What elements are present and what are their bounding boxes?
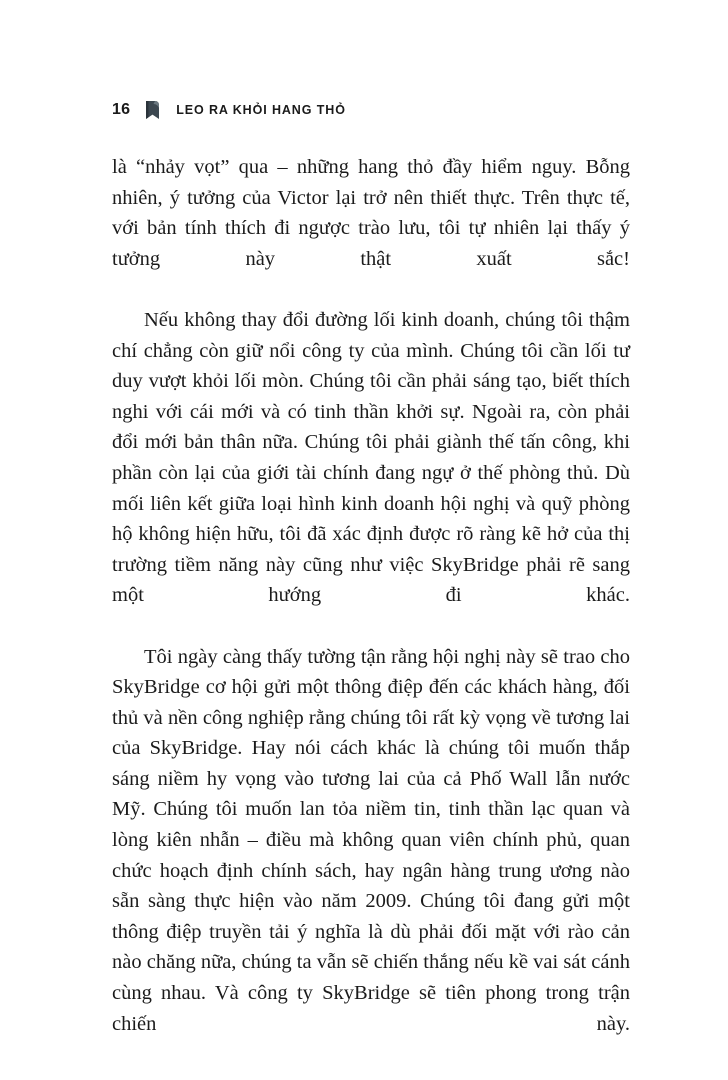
book-mark-icon: [142, 99, 162, 121]
page-header: [112, 98, 616, 122]
body-text: [112, 152, 630, 1070]
running-head: LEO RA KHỎI HANG THỎ: [176, 102, 346, 117]
page-number: 16: [112, 101, 131, 118]
paragraph: Nếu không thay đổi đường lối kinh doanh, chúng tôi thậm chí chẳng còn giữ nổi công ty của mình. Chúng tôi cần lối tư duy vượt khỏi lối mòn. Chúng tôi cần phải sáng tạo, biết thích nghi với cái mới và có tinh thần khởi sự. Ngoài ra, còn phải đổi mới bản thân nữa. Chúng tôi phải giành thế tấn công, khi phần còn lại của giới tài chính đang ngự ở thế phòng thủ. Dù mối liên kết giữa loại hình kinh doanh hội nghị và quỹ phòng hộ không hiện hữu, tôi đã xác định được rõ ràng kẽ hở của thị trường tiềm năng này cũng như việc SkyBridge phải rẽ sang một hướng đi khác.: [112, 308, 630, 607]
paragraph: Tôi ngày càng thấy tường tận rằng hội nghị này sẽ trao cho SkyBridge cơ hội gửi một thông điệp đến các khách hàng, đối thủ và nền công nghiệp rằng chúng tôi rất kỳ vọng về tương lai của SkyBridge. Hay nói cách khác là chúng tôi muốn thắp sáng niềm hy vọng vào tương lai của cả Phố Wall lẫn nước Mỹ. Chúng tôi muốn lan tỏa niềm tin, tinh thần lạc quan và lòng kiên nhẫn – điều mà không quan viên chính phủ, quan chức hoạch định chính sách, hay ngân hàng trung ương nào sẵn sàng thực hiện vào năm 2009. Chúng tôi đang gửi một thông điệp truyền tải ý nghĩa là dù phải đối mặt với rào cản nào chăng nữa, chúng ta vẫn sẽ chiến thắng nếu kề vai sát cánh cùng nhau. Và công ty SkyBridge sẽ tiên phong trong trận chiến này.: [112, 645, 630, 1035]
paragraph: là “nhảy vọt” qua – những hang thỏ đầy hiểm nguy. Bỗng nhiên, ý tưởng của Victor lại trở nên thiết thực. Trên thực tế, với bản tính thích đi ngược trào lưu, tôi tự nhiên lại thấy ý tưởng này thật xuất sắc!: [112, 156, 630, 270]
